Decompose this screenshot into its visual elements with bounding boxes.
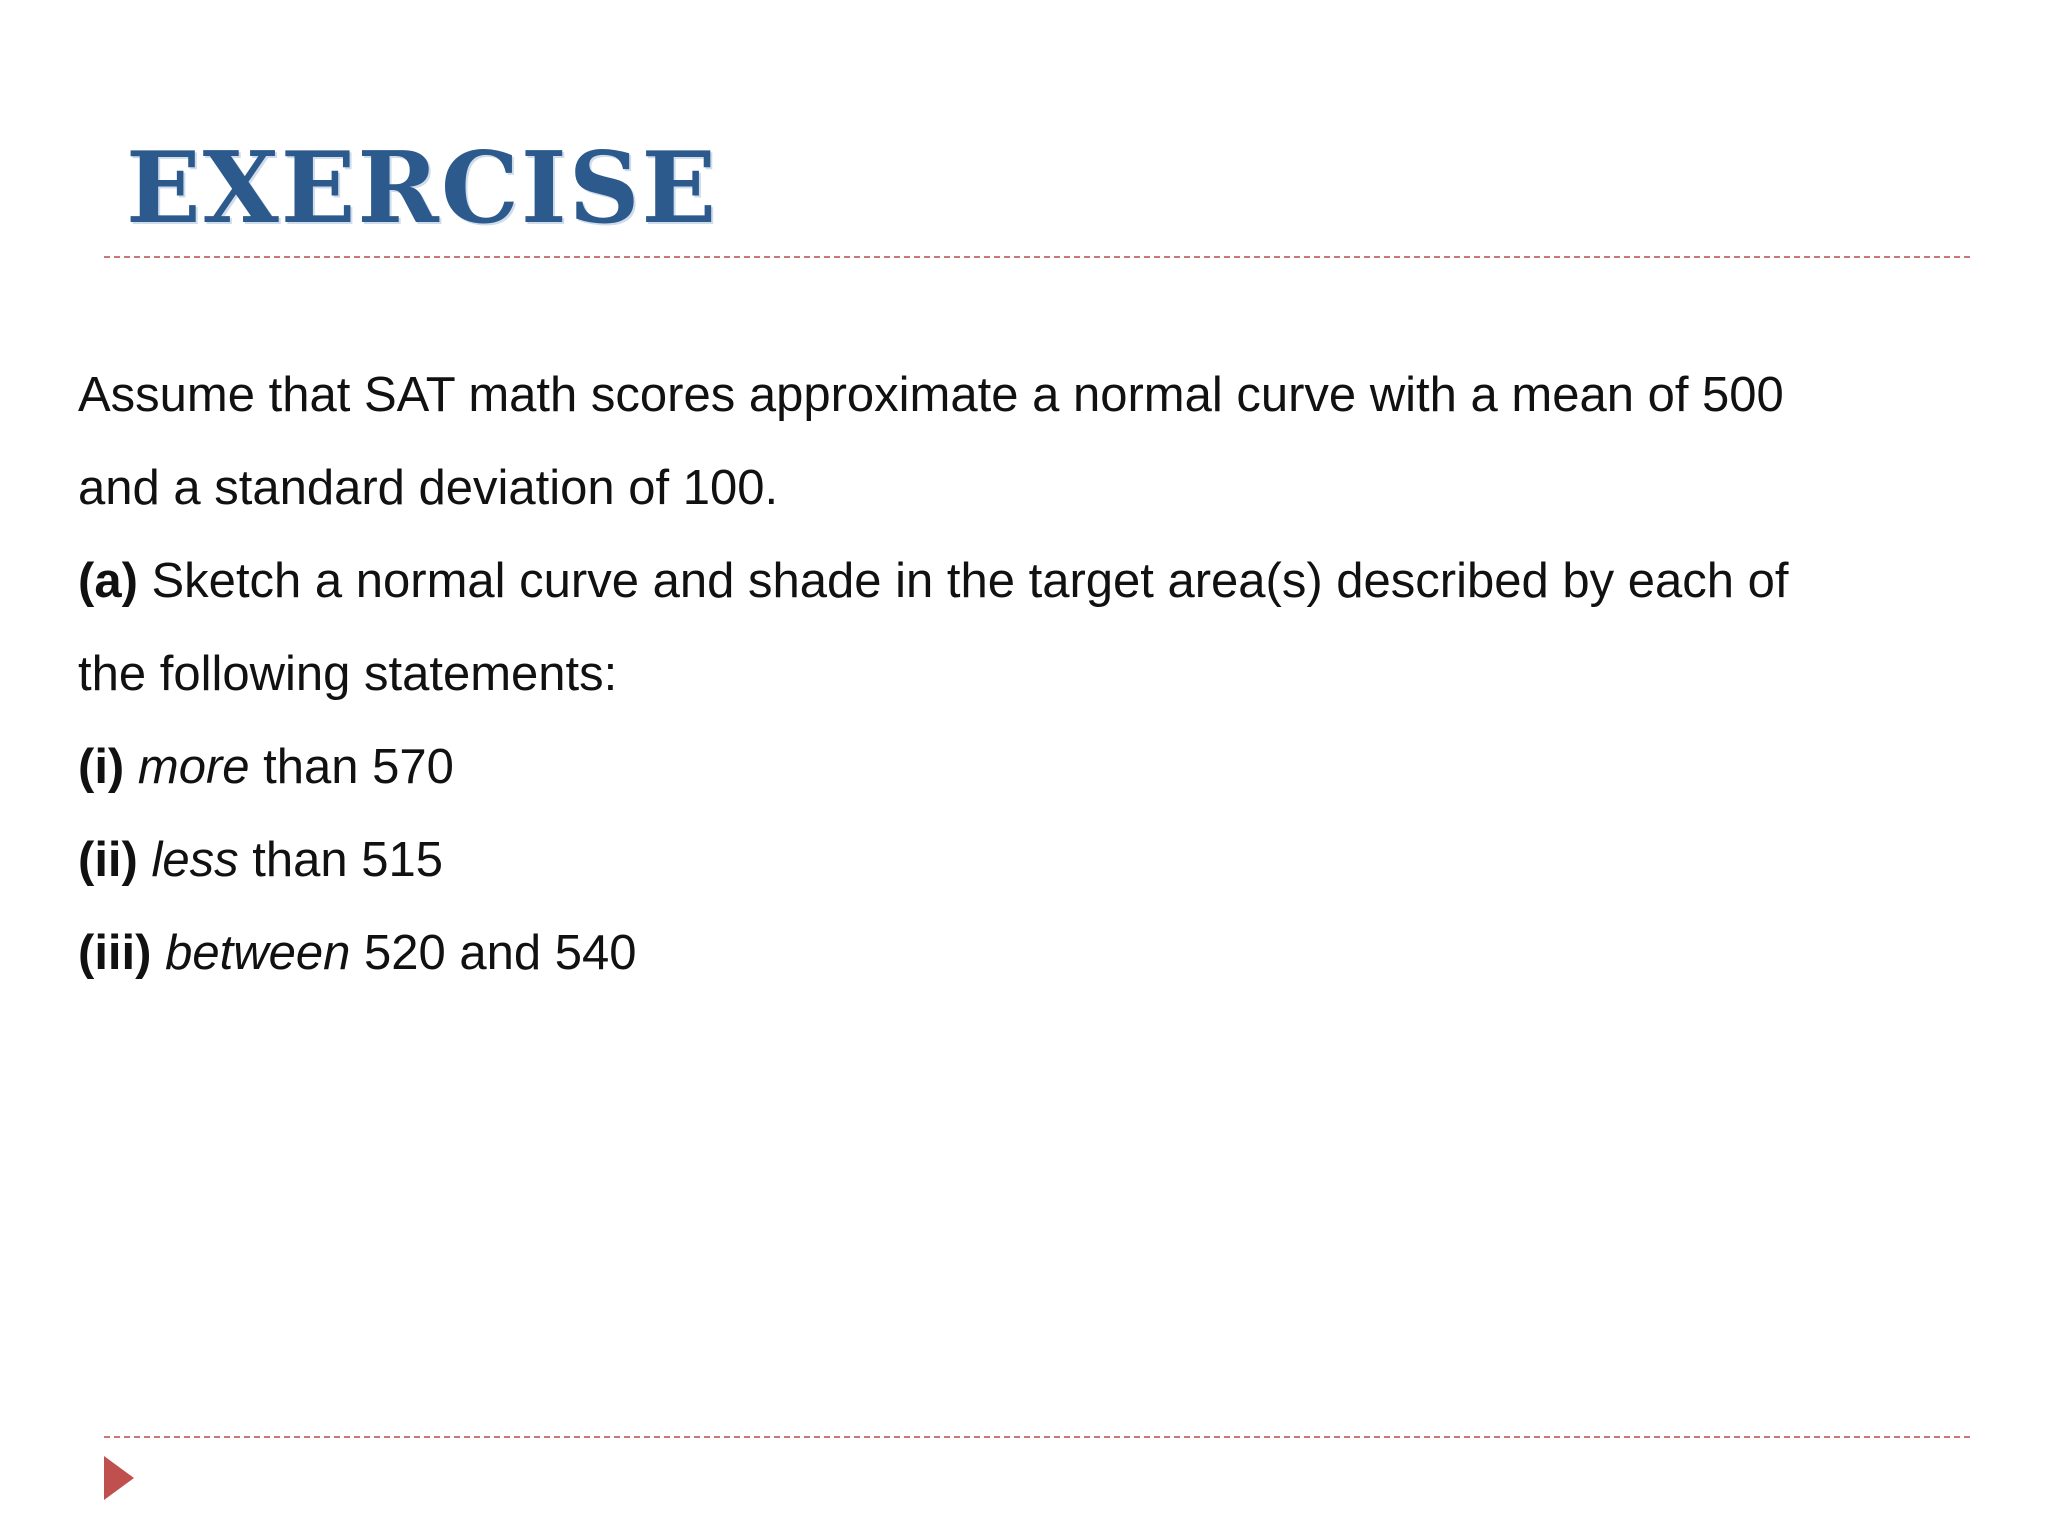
item-ii-emphasis: less [151,833,239,887]
part-a-text: Sketch a normal curve and shade in the target area(s) described by each of [137,554,1789,608]
intro-line-1: Assume that SAT math scores approximate a normal curve with a mean of 500 [78,368,1784,422]
item-i-rest: than 570 [249,740,454,794]
slide-title: EXERCISE [126,131,719,246]
item-ii-label: (ii) [78,833,138,887]
item-ii-rest: than 515 [238,833,443,887]
item-iii-label: (iii) [78,926,152,980]
part-a-line-1 [78,546,1938,639]
top-divider [104,256,1970,258]
item-iii-emphasis: between [165,926,351,980]
intro-line-2: and a standard deviation of 100. [78,461,779,515]
item-ii [78,825,1938,918]
triangle-right-icon [104,1456,134,1500]
item-iii [78,918,1938,1011]
part-a-label: (a) [78,554,138,608]
item-iii-rest: 520 and 540 [350,926,637,980]
item-i-label: (i) [78,740,125,794]
part-a-line-2: the following statements: [78,647,618,701]
item-i [78,732,1938,825]
slide-body [78,360,1938,1011]
item-i-emphasis: more [137,740,250,794]
bottom-divider [104,1436,1970,1438]
